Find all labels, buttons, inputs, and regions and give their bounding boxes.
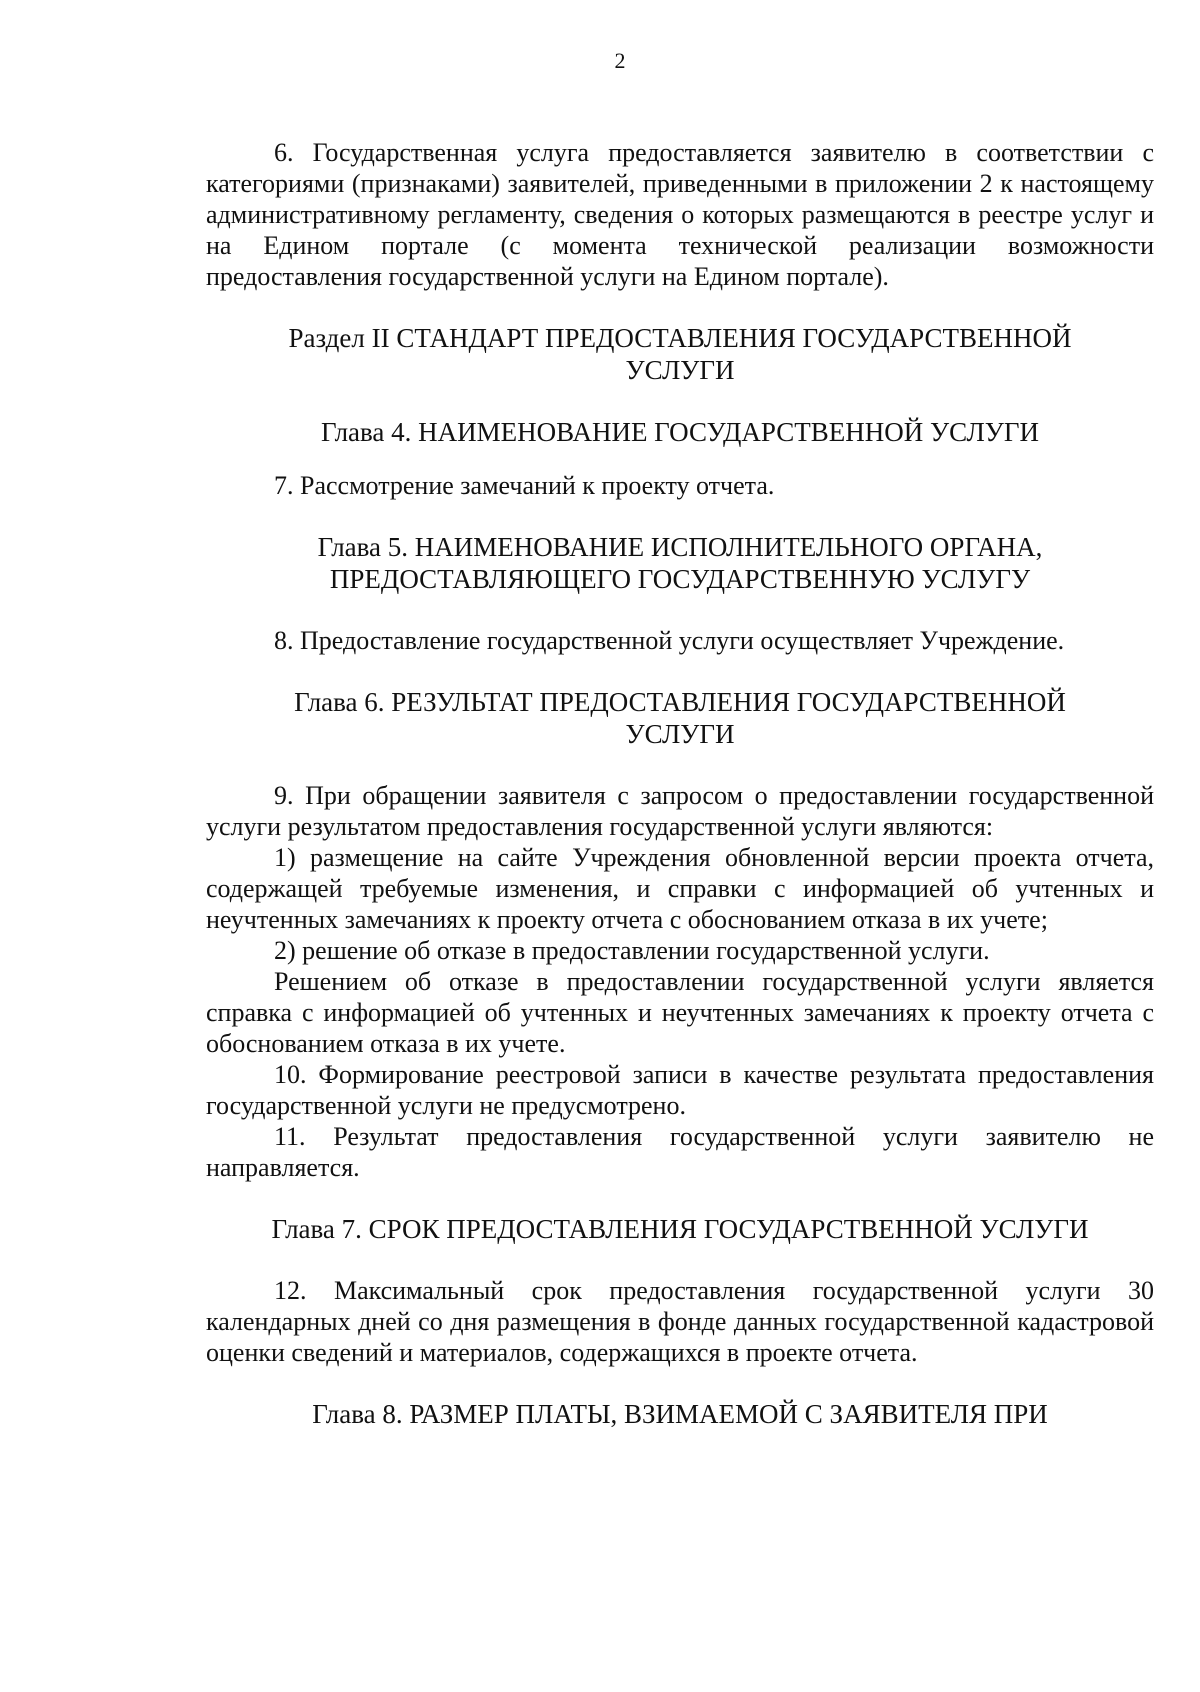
page-number: 2 <box>614 48 626 73</box>
paragraph-9: 9. При обращении заявителя с запросом о предоставлении государственной услуги результатом предоставления государственной услуги являются: <box>206 781 1154 841</box>
paragraph-7: 7. Рассмотрение замечаний к проекту отчета. <box>274 471 775 500</box>
chapter-6-heading-line-1: Глава 6. РЕЗУЛЬТАТ ПРЕДОСТАВЛЕНИЯ ГОСУДАРСТВЕННОЙ <box>294 687 1066 717</box>
chapter-4-heading: Глава 4. НАИМЕНОВАНИЕ ГОСУДАРСТВЕННОЙ УСЛУГИ <box>320 417 1039 447</box>
paragraph-8: 8. Предоставление государственной услуги осуществляет Учреждение. <box>274 626 1065 655</box>
chapter-6-heading-line-2: УСЛУГИ <box>625 719 735 749</box>
chapter-7-heading: Глава 7. СРОК ПРЕДОСТАВЛЕНИЯ ГОСУДАРСТВЕННОЙ УСЛУГИ <box>271 1214 1089 1244</box>
chapter-6-heading <box>206 686 1154 750</box>
document-body <box>206 137 1154 1430</box>
section-2-heading-line-2: УСЛУГИ <box>625 355 735 385</box>
paragraph-9-item-2: 2) решение об отказе в предоставлении государственной услуги. <box>274 936 990 965</box>
chapter-5-heading <box>206 531 1154 595</box>
section-2-heading <box>206 322 1154 386</box>
paragraph-9-refusal: Решением об отказе в предоставлении государственной услуги является справка с информацией об учтенных и неучтенных замечаниях к проекту отчета с обоснованием отказа в их учете. <box>206 967 1154 1058</box>
paragraph-12: 12. Максимальный срок предоставления государственной услуги 30 календарных дней со дня размещения в фонде данных государственной кадастровой оценки сведений и материалов, содержащихся в проекте отчета. <box>206 1276 1154 1367</box>
paragraph-11: 11. Результат предоставления государственной услуги заявителю не направляется. <box>206 1122 1154 1182</box>
chapter-8-heading: Глава 8. РАЗМЕР ПЛАТЫ, ВЗИМАЕМОЙ С ЗАЯВИТЕЛЯ ПРИ <box>312 1399 1048 1429</box>
paragraph-9-item-1: 1) размещение на сайте Учреждения обновленной версии проекта отчета, содержащей требуемые изменения, и справки с информацией об учтенных и неучтенных замечаниях к проекту отчета с обоснованием отказа в их учете; <box>206 843 1154 934</box>
chapter-5-heading-line-2: ПРЕДОСТАВЛЯЮЩЕГО ГОСУДАРСТВЕННУЮ УСЛУГУ <box>329 564 1031 594</box>
paragraph-10: 10. Формирование реестровой записи в качестве результата предоставления государственной услуги не предусмотрено. <box>206 1060 1154 1120</box>
chapter-5-heading-line-1: Глава 5. НАИМЕНОВАНИЕ ИСПОЛНИТЕЛЬНОГО ОРГАНА, <box>317 532 1043 562</box>
paragraph-6: 6. Государственная услуга предоставляется заявителю в соответствии с категориями (признаками) заявителей, приведенными в приложении 2 к настоящему административному регламенту, сведения о которых размещаются в реестре услуг и на Едином портале (с момента технической реализации возможности предоставления государственной услуги на Едином портале). <box>206 138 1154 291</box>
section-2-heading-line-1: Раздел II СТАНДАРТ ПРЕДОСТАВЛЕНИЯ ГОСУДАРСТВЕННОЙ <box>288 323 1072 353</box>
